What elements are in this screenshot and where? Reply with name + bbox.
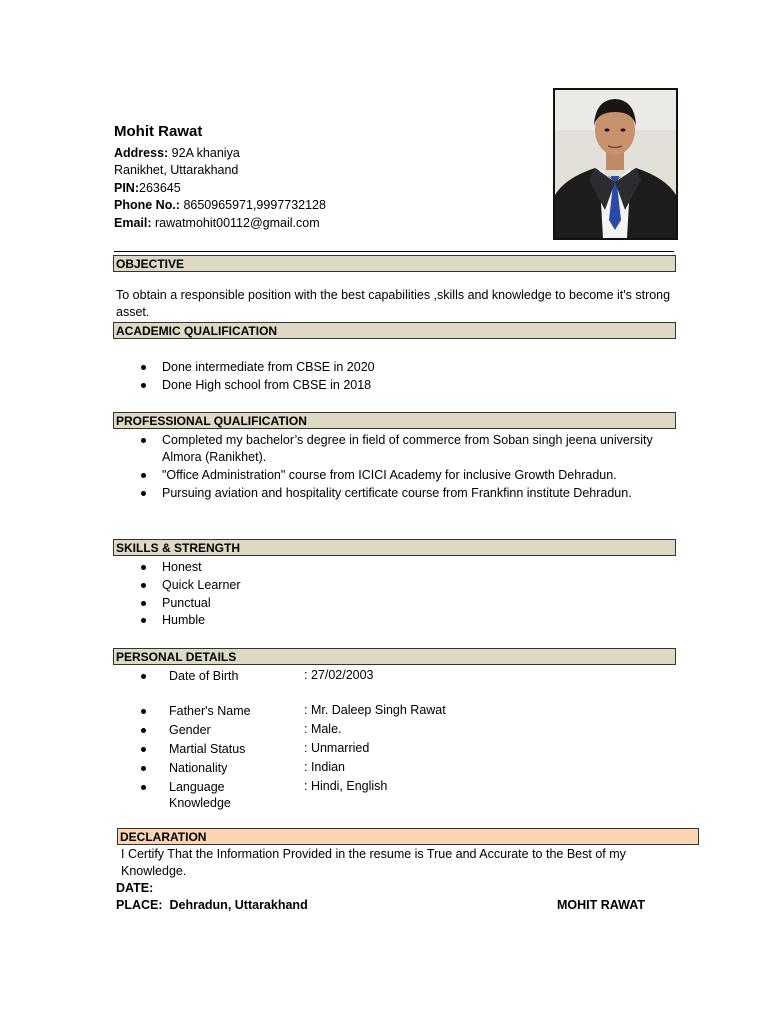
father-name-value: : Mr. Daleep Singh Rawat (304, 703, 446, 717)
skills-heading: SKILLS & STRENGTH (113, 539, 676, 556)
bullet-icon (141, 438, 146, 443)
academic-item: Done High school from CBSE in 2018 (162, 378, 372, 392)
bullet-icon (141, 383, 146, 388)
father-name-label: Father's Name (169, 704, 251, 718)
pin-line (114, 181, 181, 195)
place-line (116, 898, 308, 912)
bullet-icon (141, 674, 146, 679)
skill-item: Humble (162, 613, 206, 627)
address-line-2: Ranikhet, Uttarakhand (114, 163, 239, 177)
bullet-icon (141, 709, 146, 714)
bullet-icon (141, 785, 146, 790)
gender-label: Gender (169, 723, 211, 737)
declaration-heading: DECLARATION (117, 828, 699, 845)
date-label: DATE: (116, 881, 154, 895)
phone-label: Phone No.: (114, 198, 180, 212)
language-value: : Hindi, English (304, 779, 388, 793)
marital-status-value: : Unmarried (304, 741, 370, 755)
address-value: 92A khaniya (168, 146, 240, 160)
bullet-icon (141, 728, 146, 733)
marital-status-label: Martial Status (169, 742, 246, 756)
bullet-icon (141, 365, 146, 370)
skill-item: Honest (162, 560, 202, 574)
email-label: Email: (114, 216, 152, 230)
professional-item: Completed my bachelor’s degree in field of commerce from Soban singh jeena university Almora (Ranikhet). (162, 433, 653, 464)
bullet-icon (141, 601, 146, 606)
academic-item: Done intermediate from CBSE in 2020 (162, 360, 375, 374)
email-line (114, 216, 320, 230)
bullet-icon (141, 583, 146, 588)
personal-heading: PERSONAL DETAILS (113, 648, 676, 665)
objective-heading: OBJECTIVE (113, 255, 676, 272)
address-label: Address: (114, 146, 169, 160)
place-label: PLACE: (116, 898, 163, 912)
signature-name: MOHIT RAWAT (557, 898, 645, 912)
person-portrait-icon (555, 90, 676, 238)
bullet-icon (141, 473, 146, 478)
bullet-icon (141, 766, 146, 771)
declaration-text: I Certify That the Information Provided in the resume is True and Accurate to the Best of my Knowledge. (121, 847, 626, 878)
phone-value: 8650965971,9997732128 (179, 198, 326, 212)
professional-item: "Office Administration" course from ICICI Academy for inclusive Growth Dehradun. (162, 468, 617, 482)
bullet-icon (141, 747, 146, 752)
pin-label: PIN: (114, 181, 139, 195)
header-divider (114, 251, 674, 252)
bullet-icon (141, 618, 146, 623)
candidate-name: Mohit Rawat (114, 123, 203, 140)
bullet-icon (141, 565, 146, 570)
gender-value: : Male. (304, 722, 342, 736)
language-label: Language Knowledge (169, 780, 231, 810)
email-value: rawatmohit00112@gmail.com (151, 216, 320, 230)
pin-value: 263645 (139, 181, 181, 195)
dob-label: Date of Birth (169, 669, 239, 683)
professional-heading: PROFESSIONAL QUALIFICATION (113, 412, 676, 429)
place-value: Dehradun, Uttarakhand (169, 898, 308, 912)
objective-text: To obtain a responsible position with the best capabilities ,skills and knowledge to become it's strong asset. (116, 288, 671, 319)
professional-item: Pursuing aviation and hospitality certificate course from Frankfinn institute Dehradun. (162, 486, 632, 500)
phone-line (114, 198, 326, 212)
skill-item: Punctual (162, 596, 211, 610)
address-line-1 (114, 146, 240, 160)
dob-value: : 27/02/2003 (304, 668, 374, 682)
bullet-icon (141, 491, 146, 496)
academic-heading: ACADEMIC QUALIFICATION (113, 322, 676, 339)
profile-photo (553, 88, 678, 240)
skill-item: Quick Learner (162, 578, 241, 592)
nationality-value: : Indian (304, 760, 346, 774)
nationality-label: Nationality (169, 761, 228, 775)
